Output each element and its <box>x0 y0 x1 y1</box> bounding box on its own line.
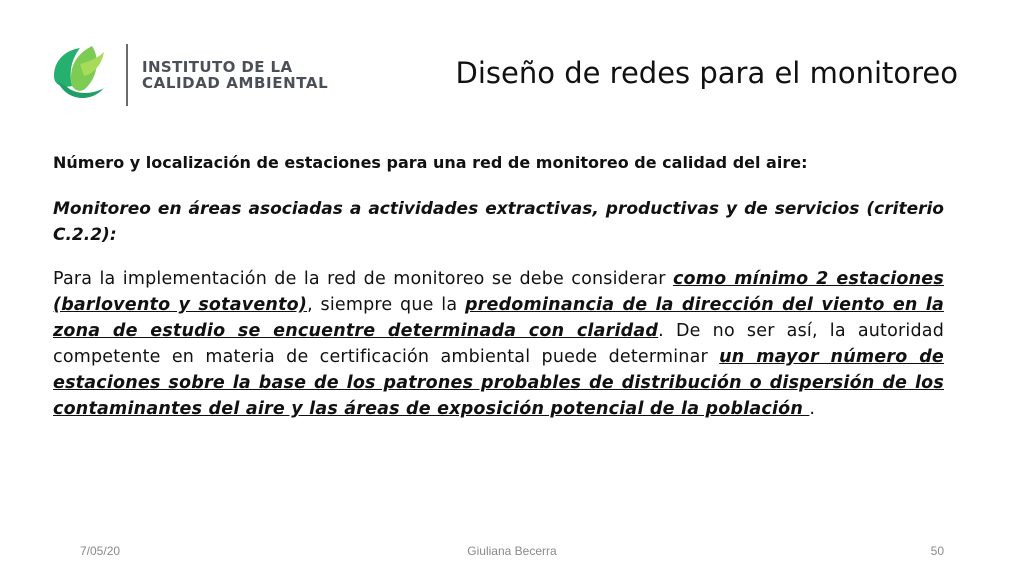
footer-date: 7/05/20 <box>80 544 121 558</box>
slide-title: Diseño de redes para el monitoreo <box>455 56 958 90</box>
logo-divider <box>126 44 128 106</box>
emphasis-minimum-stations: como mínimo 2 estaciones (barlovento y sotavento) <box>53 269 944 315</box>
body-paragraph <box>53 266 944 422</box>
slide-content <box>53 150 944 440</box>
emphasis-wind-direction: predominancia de la dirección del viento en la zona de estudio se encuentre determinada con claridad <box>53 295 944 341</box>
body-text-4: . <box>809 399 816 419</box>
section-heading: Número y localización de estaciones para una red de monitoreo de calidad del aire: <box>53 153 808 172</box>
logo-line-2: CALIDAD AMBIENTAL <box>142 74 329 92</box>
criterion-heading: Monitoreo en áreas asociadas a actividades extractivas, productivas y de servicios (criterio C.2.2): <box>53 199 944 245</box>
body-text-1: Para la implementación de la red de monitoreo se debe considerar <box>53 269 673 289</box>
leaf-logo-icon <box>46 42 112 108</box>
body-text-3: . De no ser así, la autoridad competente en materia de certificación ambiental puede determinar <box>53 321 944 367</box>
logo-text <box>142 59 328 92</box>
institute-logo <box>46 42 328 108</box>
footer-author: Giuliana Becerra <box>467 544 557 558</box>
emphasis-more-stations: un mayor número de estaciones sobre la base de los patrones probables de distribución o dispersión de los contaminantes del aire y las áreas de exposición potencial de la población <box>53 347 944 419</box>
body-text-2: , siempre que la <box>307 295 465 315</box>
footer-page-number: 50 <box>930 544 944 558</box>
logo-line-1: INSTITUTO DE LA <box>142 57 293 76</box>
